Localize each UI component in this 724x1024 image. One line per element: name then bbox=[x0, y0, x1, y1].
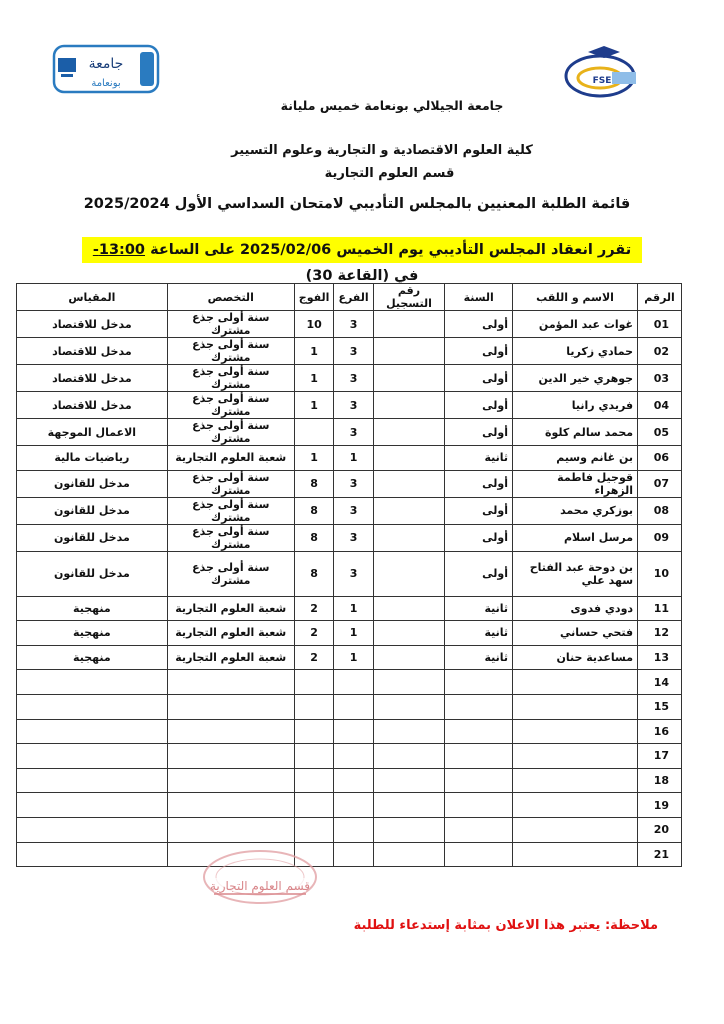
cell-reg bbox=[373, 768, 445, 793]
cell-module: الاعمال الموجهة bbox=[17, 419, 168, 446]
header-reg: رقم التسجيل bbox=[373, 284, 445, 311]
cell-branch: 3 bbox=[334, 470, 373, 497]
cell-module bbox=[17, 744, 168, 769]
cell-reg bbox=[373, 392, 445, 419]
table-row bbox=[17, 719, 682, 744]
cell-num: 19 bbox=[638, 793, 682, 818]
cell-year: أولى bbox=[445, 311, 513, 338]
cell-module: مدخل للاقتصاد bbox=[17, 365, 168, 392]
cell-branch bbox=[334, 744, 373, 769]
cell-branch: 3 bbox=[334, 551, 373, 596]
cell-year bbox=[445, 719, 513, 744]
cell-branch bbox=[334, 768, 373, 793]
university-logo-left bbox=[52, 40, 160, 96]
cell-reg bbox=[373, 596, 445, 621]
cell-spec bbox=[167, 768, 294, 793]
cell-spec: سنة أولى جذع مشترك bbox=[167, 524, 294, 551]
table-header-row bbox=[17, 284, 682, 311]
cell-num: 18 bbox=[638, 768, 682, 793]
cell-name: بن غانم وسيم bbox=[513, 446, 638, 471]
cell-reg bbox=[373, 524, 445, 551]
cell-group bbox=[294, 793, 334, 818]
table-row bbox=[17, 419, 682, 446]
cell-reg bbox=[373, 497, 445, 524]
cell-spec bbox=[167, 719, 294, 744]
cell-branch: 3 bbox=[334, 497, 373, 524]
cell-reg bbox=[373, 470, 445, 497]
cell-name: جوهري خير الدين bbox=[513, 365, 638, 392]
cell-reg bbox=[373, 311, 445, 338]
cell-group: 1 bbox=[294, 365, 334, 392]
cell-name bbox=[513, 719, 638, 744]
university-name: جامعة الجيلالي بونعامة خميس مليانة bbox=[280, 98, 504, 113]
cell-num: 20 bbox=[638, 817, 682, 842]
cell-group: 2 bbox=[294, 645, 334, 670]
cell-group: 2 bbox=[294, 621, 334, 646]
cell-num: 11 bbox=[638, 596, 682, 621]
svg-text:FSE: FSE bbox=[592, 76, 612, 86]
cell-reg bbox=[373, 744, 445, 769]
list-title: قائمة الطلبة المعنيين بالمجلس التأديبي لامتحان السداسي الأول 2025/2024 bbox=[83, 196, 631, 212]
cell-group: 8 bbox=[294, 551, 334, 596]
cell-num: 02 bbox=[638, 338, 682, 365]
cell-branch: 1 bbox=[334, 645, 373, 670]
cell-year bbox=[445, 670, 513, 695]
table-row bbox=[17, 596, 682, 621]
cell-module: مدخل للقانون bbox=[17, 470, 168, 497]
cell-module: مدخل للاقتصاد bbox=[17, 311, 168, 338]
cell-module bbox=[17, 793, 168, 818]
cell-year bbox=[445, 817, 513, 842]
cell-spec bbox=[167, 793, 294, 818]
banner-text-part2: في (القاعة 30) bbox=[305, 268, 419, 284]
cell-module: مدخل للقانون bbox=[17, 497, 168, 524]
cell-year: أولى bbox=[445, 338, 513, 365]
cell-year bbox=[445, 768, 513, 793]
table-row bbox=[17, 338, 682, 365]
cell-name: بن دوحة عبد الفتاح سهد علي bbox=[513, 551, 638, 596]
cell-group: 8 bbox=[294, 497, 334, 524]
cell-year bbox=[445, 793, 513, 818]
faculty-name: كلية العلوم الاقتصادية و التجارية وعلوم التسيير bbox=[231, 143, 533, 158]
faculty-logo-right bbox=[560, 42, 646, 100]
cell-group: 1 bbox=[294, 338, 334, 365]
cell-module: منهجية bbox=[17, 645, 168, 670]
cell-spec: شعبة العلوم التجارية bbox=[167, 446, 294, 471]
cell-branch bbox=[334, 670, 373, 695]
cell-year: أولى bbox=[445, 419, 513, 446]
header-num: الرقم bbox=[638, 284, 682, 311]
banner-text-part1: تقرر انعقاد المجلس التأديبي يوم الخميس 2025/02/06 على الساعة bbox=[145, 242, 632, 258]
cell-num: 12 bbox=[638, 621, 682, 646]
cell-branch: 1 bbox=[334, 596, 373, 621]
cell-group: 2 bbox=[294, 596, 334, 621]
table-row bbox=[17, 793, 682, 818]
svg-text:قسم العلوم التجارية: قسم العلوم التجارية bbox=[209, 879, 311, 893]
cell-year: أولى bbox=[445, 470, 513, 497]
header-branch: الفرع bbox=[334, 284, 373, 311]
cell-name: بوزكري محمد bbox=[513, 497, 638, 524]
cell-reg bbox=[373, 621, 445, 646]
cell-spec: سنة أولى جذع مشترك bbox=[167, 338, 294, 365]
cell-branch: 3 bbox=[334, 365, 373, 392]
cell-name bbox=[513, 817, 638, 842]
cell-spec: شعبة العلوم التجارية bbox=[167, 621, 294, 646]
table-row bbox=[17, 446, 682, 471]
cell-reg bbox=[373, 365, 445, 392]
cell-branch bbox=[334, 719, 373, 744]
cell-name: قوجيل فاطمة الزهراء bbox=[513, 470, 638, 497]
svg-text:بونعامة: بونعامة bbox=[91, 78, 121, 89]
cell-reg bbox=[373, 793, 445, 818]
cell-num: 14 bbox=[638, 670, 682, 695]
cell-branch: 3 bbox=[334, 338, 373, 365]
cell-spec bbox=[167, 744, 294, 769]
table-row bbox=[17, 694, 682, 719]
cell-name bbox=[513, 670, 638, 695]
cell-group: 8 bbox=[294, 470, 334, 497]
cell-name: دودي فدوى bbox=[513, 596, 638, 621]
cell-name bbox=[513, 744, 638, 769]
cell-spec: سنة أولى جذع مشترك bbox=[167, 392, 294, 419]
department-name: قسم العلوم التجارية bbox=[324, 166, 455, 181]
cell-reg bbox=[373, 446, 445, 471]
cell-year bbox=[445, 842, 513, 867]
cell-year: أولى bbox=[445, 524, 513, 551]
cell-reg bbox=[373, 694, 445, 719]
table-row bbox=[17, 470, 682, 497]
cell-module bbox=[17, 719, 168, 744]
cell-name: غوات عبد المؤمن bbox=[513, 311, 638, 338]
cell-year: ثانية bbox=[445, 645, 513, 670]
cell-year: ثانية bbox=[445, 596, 513, 621]
table-row bbox=[17, 768, 682, 793]
students-table-body bbox=[17, 311, 682, 867]
cell-group: 10 bbox=[294, 311, 334, 338]
cell-group bbox=[294, 719, 334, 744]
cell-spec: سنة أولى جذع مشترك bbox=[167, 365, 294, 392]
table-row bbox=[17, 365, 682, 392]
banner-time: 13:00- bbox=[92, 242, 146, 258]
cell-name bbox=[513, 694, 638, 719]
cell-num: 13 bbox=[638, 645, 682, 670]
cell-name: مرسل اسلام bbox=[513, 524, 638, 551]
cell-reg bbox=[373, 551, 445, 596]
cell-reg bbox=[373, 719, 445, 744]
cell-reg bbox=[373, 817, 445, 842]
table-row bbox=[17, 842, 682, 867]
note-text: ملاحظة: يعتبر هذا الاعلان بمثابة إستدعاء للطلبة bbox=[353, 918, 658, 933]
cell-num: 16 bbox=[638, 719, 682, 744]
cell-module: مدخل للقانون bbox=[17, 524, 168, 551]
table-row bbox=[17, 621, 682, 646]
cell-module: منهجية bbox=[17, 621, 168, 646]
cell-num: 03 bbox=[638, 365, 682, 392]
cell-spec: سنة أولى جذع مشترك bbox=[167, 419, 294, 446]
header-group: الفوج bbox=[294, 284, 334, 311]
cell-year bbox=[445, 694, 513, 719]
cell-spec bbox=[167, 817, 294, 842]
cell-module bbox=[17, 842, 168, 867]
cell-group bbox=[294, 744, 334, 769]
cell-num: 01 bbox=[638, 311, 682, 338]
cell-group bbox=[294, 817, 334, 842]
cell-reg bbox=[373, 338, 445, 365]
cell-num: 05 bbox=[638, 419, 682, 446]
table-row bbox=[17, 497, 682, 524]
cell-name: محمد سالم كلوة bbox=[513, 419, 638, 446]
cell-spec bbox=[167, 670, 294, 695]
cell-module: مدخل للاقتصاد bbox=[17, 338, 168, 365]
cell-branch bbox=[334, 793, 373, 818]
cell-module: رياضيات مالية bbox=[17, 446, 168, 471]
cell-year: ثانية bbox=[445, 621, 513, 646]
council-announcement-banner bbox=[82, 237, 642, 284]
table-row bbox=[17, 817, 682, 842]
cell-module: مدخل للقانون bbox=[17, 551, 168, 596]
cell-spec bbox=[167, 694, 294, 719]
header-spec: التخصص bbox=[167, 284, 294, 311]
table-row bbox=[17, 645, 682, 670]
cell-reg bbox=[373, 419, 445, 446]
table-row bbox=[17, 524, 682, 551]
cell-year: أولى bbox=[445, 392, 513, 419]
cell-name bbox=[513, 842, 638, 867]
cell-num: 06 bbox=[638, 446, 682, 471]
cell-reg bbox=[373, 842, 445, 867]
cell-branch bbox=[334, 817, 373, 842]
cell-spec: سنة أولى جذع مشترك bbox=[167, 497, 294, 524]
table-row bbox=[17, 670, 682, 695]
header-year: السنة bbox=[445, 284, 513, 311]
students-table bbox=[16, 283, 682, 867]
cell-name: فتحي حساني bbox=[513, 621, 638, 646]
cell-year: ثانية bbox=[445, 446, 513, 471]
cell-num: 08 bbox=[638, 497, 682, 524]
cell-module bbox=[17, 694, 168, 719]
cell-num: 09 bbox=[638, 524, 682, 551]
header-name: الاسم و اللقب bbox=[513, 284, 638, 311]
cell-year: أولى bbox=[445, 551, 513, 596]
cell-num: 04 bbox=[638, 392, 682, 419]
cell-spec: سنة أولى جذع مشترك bbox=[167, 311, 294, 338]
table-row bbox=[17, 392, 682, 419]
cell-year: أولى bbox=[445, 497, 513, 524]
cell-name: مساعدية حنان bbox=[513, 645, 638, 670]
table-row bbox=[17, 551, 682, 596]
cell-reg bbox=[373, 645, 445, 670]
cell-module: مدخل للاقتصاد bbox=[17, 392, 168, 419]
table-row bbox=[17, 744, 682, 769]
cell-num: 07 bbox=[638, 470, 682, 497]
cell-branch bbox=[334, 842, 373, 867]
svg-text:جامعة: جامعة bbox=[88, 56, 124, 72]
cell-group bbox=[294, 419, 334, 446]
cell-spec: شعبة العلوم التجارية bbox=[167, 596, 294, 621]
cell-branch: 1 bbox=[334, 446, 373, 471]
cell-spec: سنة أولى جذع مشترك bbox=[167, 551, 294, 596]
table-row bbox=[17, 311, 682, 338]
cell-module bbox=[17, 817, 168, 842]
cell-name bbox=[513, 768, 638, 793]
cell-group bbox=[294, 768, 334, 793]
cell-branch: 1 bbox=[334, 621, 373, 646]
cell-year: أولى bbox=[445, 365, 513, 392]
cell-module: منهجية bbox=[17, 596, 168, 621]
cell-num: 10 bbox=[638, 551, 682, 596]
cell-num: 15 bbox=[638, 694, 682, 719]
cell-reg bbox=[373, 670, 445, 695]
cell-name: فريدي رانيا bbox=[513, 392, 638, 419]
cell-num: 17 bbox=[638, 744, 682, 769]
cell-group bbox=[294, 670, 334, 695]
cell-name bbox=[513, 793, 638, 818]
header-module: المقياس bbox=[17, 284, 168, 311]
cell-year bbox=[445, 744, 513, 769]
cell-name: حمادي زكريا bbox=[513, 338, 638, 365]
cell-module bbox=[17, 670, 168, 695]
cell-group: 1 bbox=[294, 392, 334, 419]
cell-module bbox=[17, 768, 168, 793]
cell-spec: شعبة العلوم التجارية bbox=[167, 645, 294, 670]
cell-group bbox=[294, 694, 334, 719]
cell-spec: سنة أولى جذع مشترك bbox=[167, 470, 294, 497]
cell-num: 21 bbox=[638, 842, 682, 867]
cell-branch: 3 bbox=[334, 392, 373, 419]
cell-branch bbox=[334, 694, 373, 719]
cell-branch: 3 bbox=[334, 524, 373, 551]
cell-branch: 3 bbox=[334, 311, 373, 338]
cell-group: 1 bbox=[294, 446, 334, 471]
cell-branch: 3 bbox=[334, 419, 373, 446]
cell-group: 8 bbox=[294, 524, 334, 551]
department-stamp bbox=[200, 848, 320, 906]
